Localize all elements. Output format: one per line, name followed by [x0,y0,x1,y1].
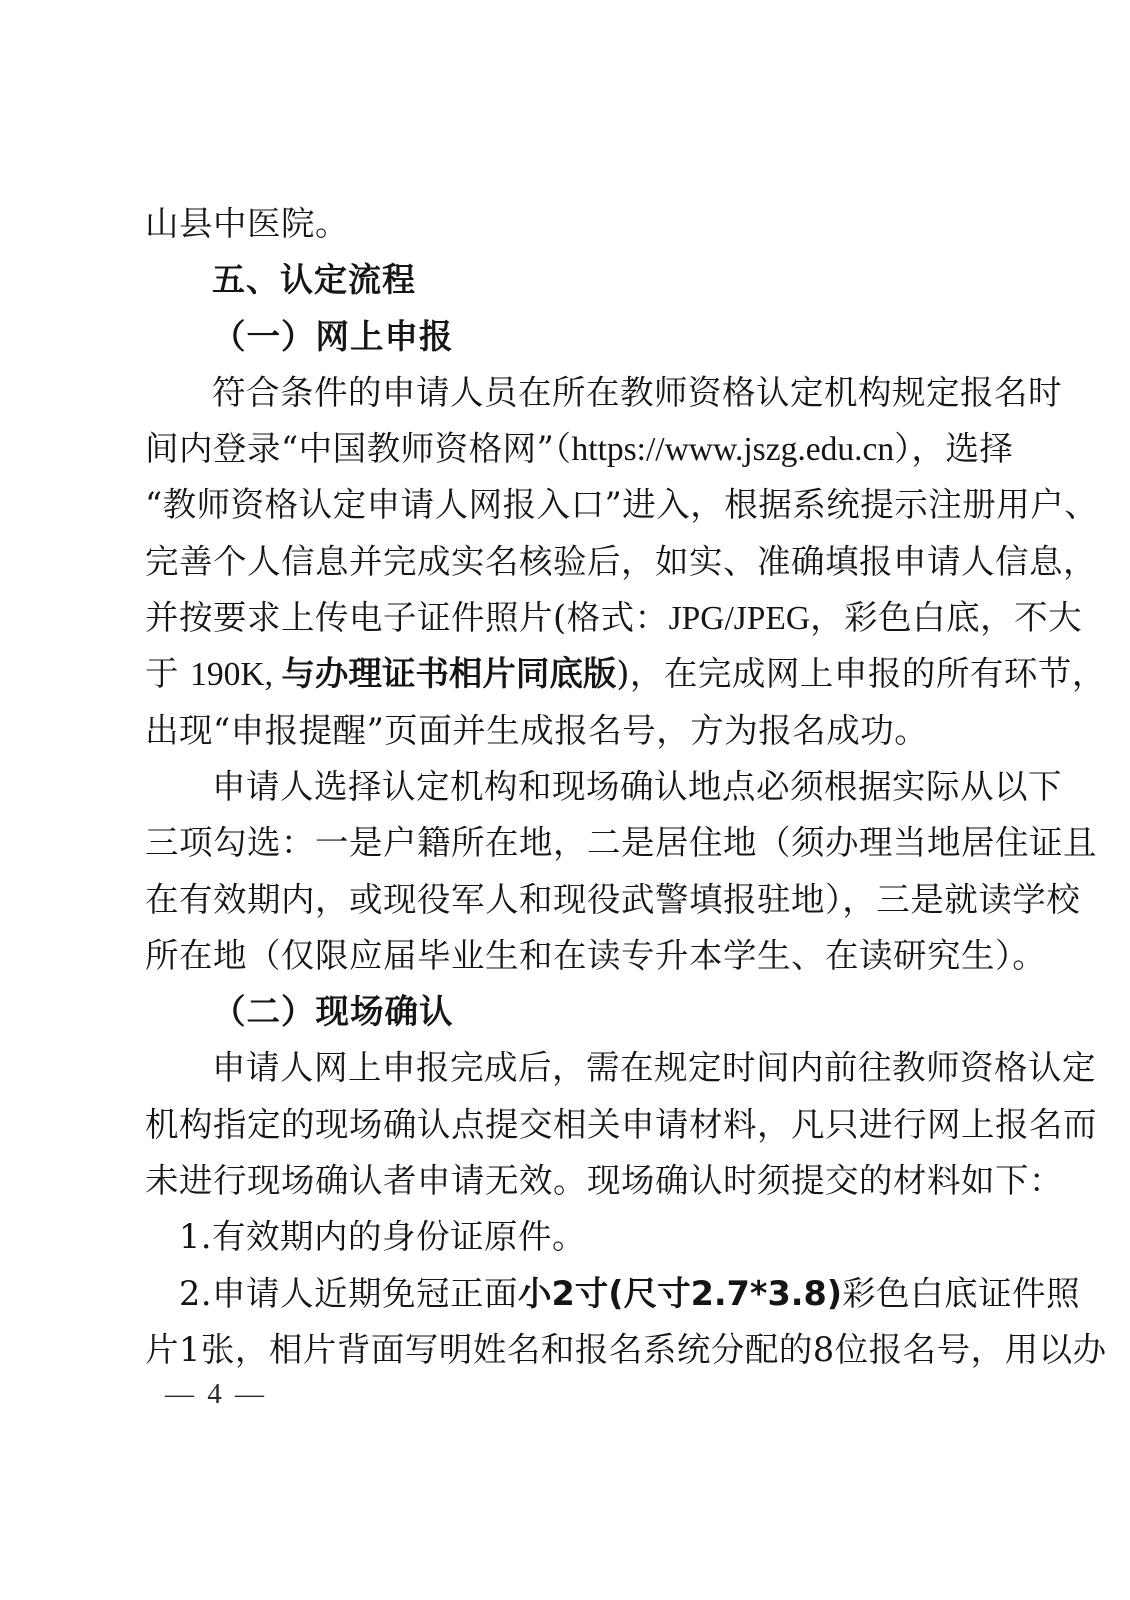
paragraph-text: 申请人选择认定机构和现场确认地点必须根据实际从以下 [212,766,1062,806]
paragraph-line-photo-format [145,590,1083,646]
paragraph-text: )，在完成网上申报的所有环节， [616,654,1106,694]
paragraph-text: 彩色白底证件照 [842,1273,1081,1313]
paragraph-text: ，彩色白底，不大 [810,598,1083,638]
section-heading-five [145,252,988,308]
subsection-heading-one [145,309,988,365]
paragraph-line [145,365,1062,421]
paragraph-line [145,1040,1096,1096]
paragraph-text: 符合条件的申请人员在所在教师资格认定机构规定报名时 [212,372,1062,412]
page-number: — 4 — [165,1378,267,1410]
section-heading-five-label: 五、认定流程 [212,260,416,300]
paragraph-line: 未进行现场确认者申请无效。现场确认时须提交的材料如下： [145,1161,1063,1201]
paragraph-text: 间内登录“中国教师资格网”（ [145,429,572,469]
paragraph-text: 2.申请人近期免冠正面 [179,1273,518,1313]
paragraph-text: , [264,656,282,694]
paragraph-line: 山县中医院。 [145,204,349,243]
paragraph-line: 完善个人信息并完成实名核验后，如实、准确填报申请人信息， [145,541,1097,581]
paragraph-line [145,759,1062,815]
document-text-column [145,196,1107,1378]
paragraph-line: 在有效期内，或现役军人和现役武警填报驻地），三是就读学校 [145,879,1081,919]
emphasis-same-background-photo: 与办理证书相片同底版 [281,654,617,694]
subsection-heading-two [145,984,988,1040]
paragraph-text: 于 [145,654,191,694]
paragraph-line: 机构指定的现场确认点提交相关申请材料，凡只进行网上报名而 [145,1104,1097,1144]
emphasis-photo-dimensions: 小2寸(尺寸2.7*3.8) [517,1273,843,1313]
paragraph-line-photo-size-limit [145,646,1106,702]
list-item-1: 1.有效期内的身份证原件。 [179,1217,586,1257]
jszg-website-url: https://www.jszg.edu.cn [571,431,895,469]
paragraph-line: 三项勾选：一是户籍所在地，二是居住地（须办理当地居住证且 [145,823,1097,863]
page-footer [145,1378,988,1411]
paragraph-text: 申请人网上申报完成后，需在规定时间内前往教师资格认定 [212,1048,1096,1088]
paragraph-line: 所在地（仅限应届毕业生和在读专升本学生、在读研究生）。 [145,935,1047,975]
photo-format-value: JPG/JPEG [668,600,811,638]
paragraph-line-with-url [145,421,1014,477]
subsection-heading-one-label: （一）网上申报 [212,316,454,356]
paragraph-text: ），选择 [894,429,1014,469]
list-item-2 [145,1266,1081,1322]
paragraph-line: 片1张，相片背面写明姓名和报名系统分配的8位报名号，用以办 [145,1329,1107,1369]
paragraph-line: 出现“申报提醒”页面并生成报名号，方为报名成功。 [145,710,929,750]
paragraph-text: 并按要求上传电子证件照片(格式： [145,598,669,638]
subsection-heading-two-label: （二）现场确认 [212,992,454,1032]
paragraph-line: “教师资格认定申请人网报入口”进入，根据系统提示注册用户、 [145,485,1099,525]
photo-max-size-value: 190K [190,656,265,694]
